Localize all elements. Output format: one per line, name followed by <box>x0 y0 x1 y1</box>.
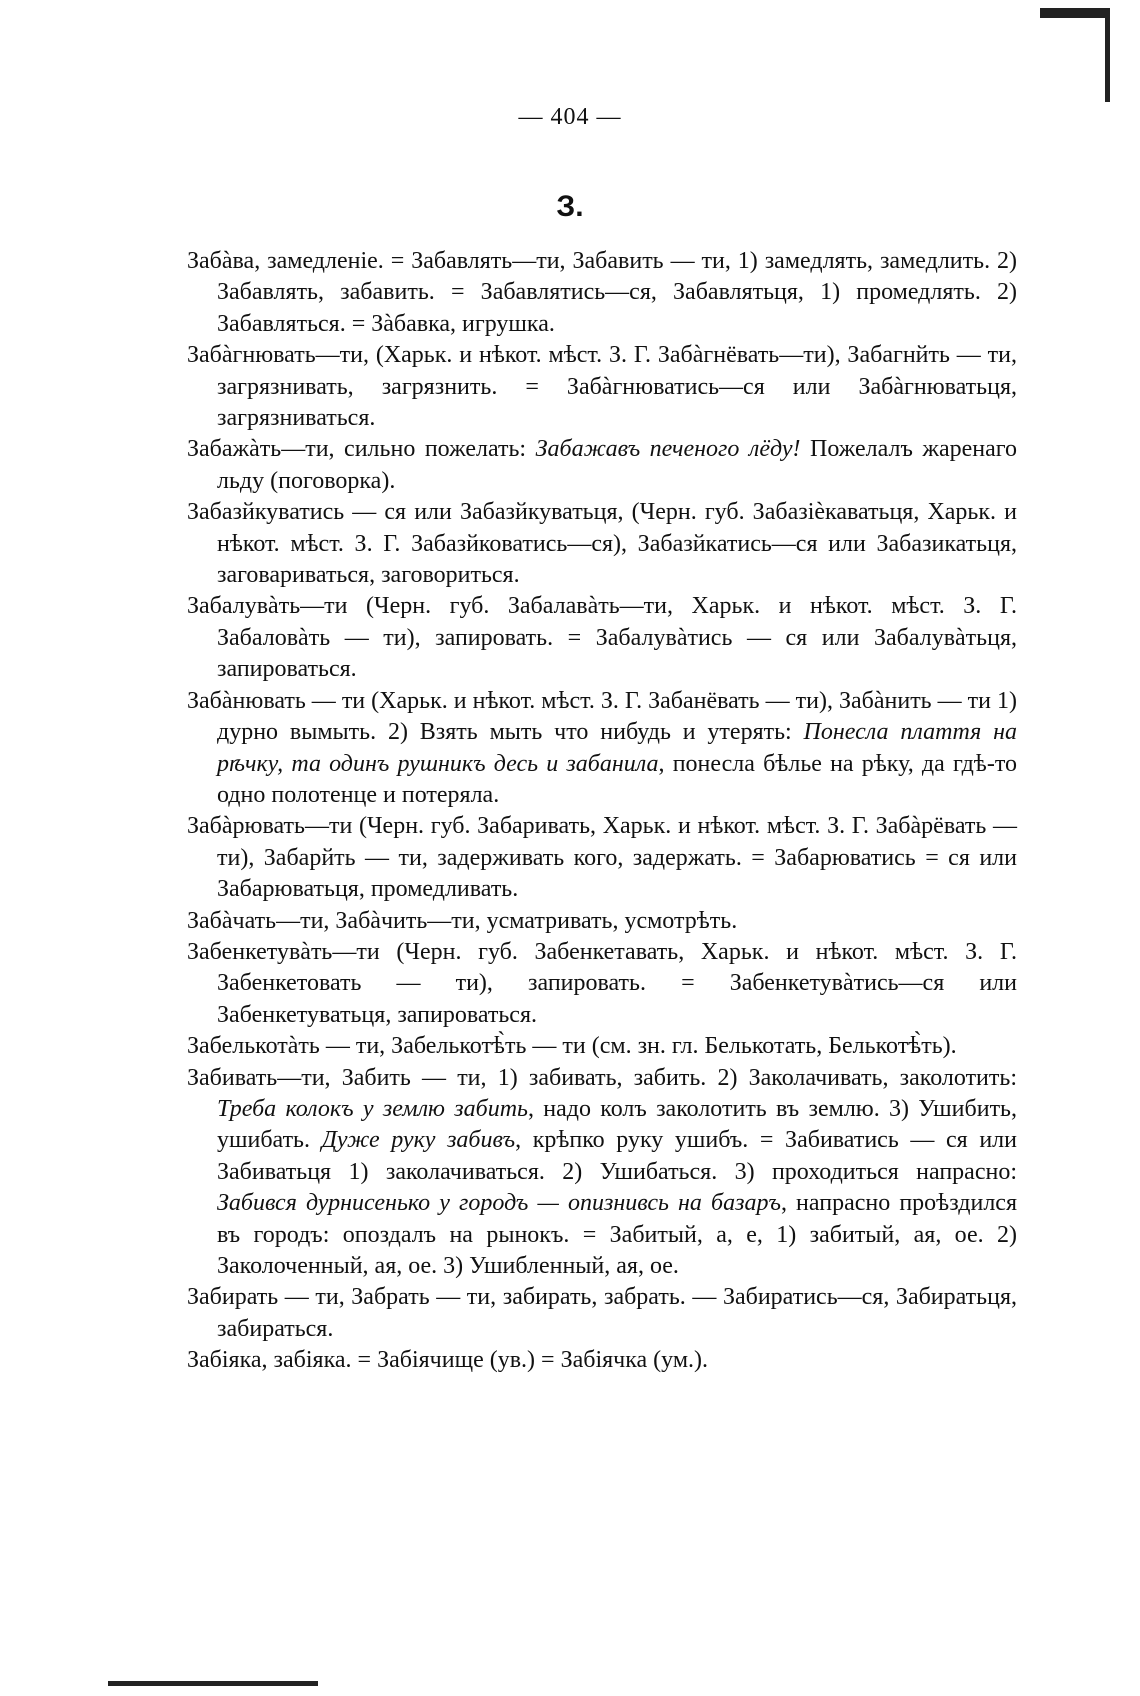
entry-example-text: Треба колокъ у землю забить <box>217 1095 528 1122</box>
entry-text: Забажàть—ти, сильно пожелать: <box>187 436 536 463</box>
page-number: — 404 — <box>518 104 622 130</box>
dictionary-entry <box>187 811 1017 905</box>
dictionary-entry <box>187 246 1017 340</box>
entry-text: , напрасно проѣздился въ городъ: опоздалъ на рынокъ. = Забитый, а, е, 1) забитый, ая, ое. 2) Заколоченный, ая, ое. 3) Ушибленный, ая, ое. <box>217 1190 1017 1279</box>
scan-edge-mark-top <box>1040 8 1110 18</box>
dictionary-entry <box>187 1345 1017 1376</box>
entry-text: Забàгнювать—ти, (Харьк. и нѣкот. мѣст. З. Г. Забàгнёвать—ти), Забагнйть — ти, загрязнивать, загрязнить. = Забàгнюватись—ся или Забàгнюватьця, загрязниваться. <box>187 342 1017 432</box>
dictionary-entry <box>187 497 1017 591</box>
entry-example-text: Забився дурнисенько у городъ — опизнивсь на базаръ <box>217 1190 781 1217</box>
dictionary-entry <box>187 686 1017 812</box>
dictionary-entry <box>187 434 1017 497</box>
entry-text: , крѣпко руку ушибъ. = Забиватись — ся или Забиватьця 1) заколачиваться. 2) Ушибаться. 3) проходиться напрасно: <box>217 1127 1017 1185</box>
entry-text: Забалувàть—ти (Черн. губ. Забалавàть—ти, Харьк. и нѣкот. мѣст. З. Г. Забаловàть — ти), запировать. = Забалувàтись — ся или Забалувàтьця, запироваться. <box>187 593 1017 683</box>
entry-example-text: Забажавъ печеного лёду! <box>535 436 801 463</box>
dictionary-entry <box>187 937 1017 1031</box>
entry-text: Забàрювать—ти (Черн. губ. Забаривать, Харьк. и нѣкот. мѣст. З. Г. Забàрёвать — ти), Забарйть — ти, задерживать кого, задержать. = Забарюватись = ся или Забарюватьця, промедливать. <box>187 813 1017 903</box>
entry-text: Забàва, замедленіе. = Забавлять—ти, Забавить — ти, 1) замедлять, замедлить. 2) Забавлять, забавить. = Забавлятись—ся, Забавлятьця, 1) промедлять. 2) Забавляться. = Зàбавка, игрушка. <box>187 248 1017 337</box>
entry-text: Забàнювать — ти (Харьк. и нѣкот. мѣст. З. Г. Забанёвать — ти), Забàнить — ти 1) дурно вымыть. 2) Взять мыть что нибудь и утерять: <box>187 687 1017 746</box>
entry-example-text: Понесла плаття на рѣчку, та одинъ рушникъ десь и забанила <box>217 719 1017 777</box>
entry-text: Забелькотàть — ти, Забелькотѣ̀ть — ти (см. зн. гл. Белькотать, Белькотѣ̀ть). <box>187 1033 957 1060</box>
dictionary-entry <box>187 906 1017 937</box>
entry-text: Забіяка, забіяка. = Забіячище (ув.) = Забіячка (ум.). <box>187 1347 709 1374</box>
scan-edge-mark-right <box>1105 14 1110 102</box>
dictionary-entry <box>187 1063 1017 1283</box>
entry-example-text: Дуже руку забивъ <box>321 1127 516 1154</box>
dictionary-entry <box>187 1282 1017 1345</box>
dictionary-entry <box>187 340 1017 434</box>
entry-text: Пожелалъ жаренаго льду (поговорка). <box>217 436 1018 494</box>
scan-edge-mark-bottom <box>108 1681 318 1686</box>
entry-text: Забенкетувàть—ти (Черн. губ. Забенкетавать, Харьк. и нѣкот. мѣст. З. Г. Забенкетовать — ти), запировать. = Забенкетувàтись—ся или Забенкетуватьця, запироваться. <box>187 938 1017 1028</box>
entry-text: , надо колъ заколотить въ землю. 3) Ушибить, ушибать. <box>217 1095 1017 1154</box>
dictionary-entry <box>187 591 1017 685</box>
entry-text: Забазйкуватись — ся или Забазйкуватьця, (Черн. губ. Забазіѐкаватьця, Харьк. и нѣкот. мѣст. З. Г. Забазйковатись—ся), Забазйкатись—ся или Забазикатьця, заговариваться, заговориться. <box>187 499 1017 589</box>
entry-text: , понесла бѣлье на рѣку, да гдѣ-то одно полотенце и потеряла. <box>217 750 1017 808</box>
dictionary-entry <box>187 1031 1017 1062</box>
entry-text: Забàчать—ти, Забàчить—ти, усматривать, усмотрѣть. <box>187 907 738 934</box>
section-letter: З. <box>556 190 584 223</box>
dictionary-entries <box>187 246 1017 1377</box>
entry-text: Забивать—ти, Забить — ти, 1) забивать, забить. 2) Заколачивать, заколотить: <box>187 1064 1017 1091</box>
entry-text: Забирать — ти, Забрать — ти, забирать, забрать. — Забиратись—ся, Забиратьця, забираться. <box>187 1284 1017 1342</box>
